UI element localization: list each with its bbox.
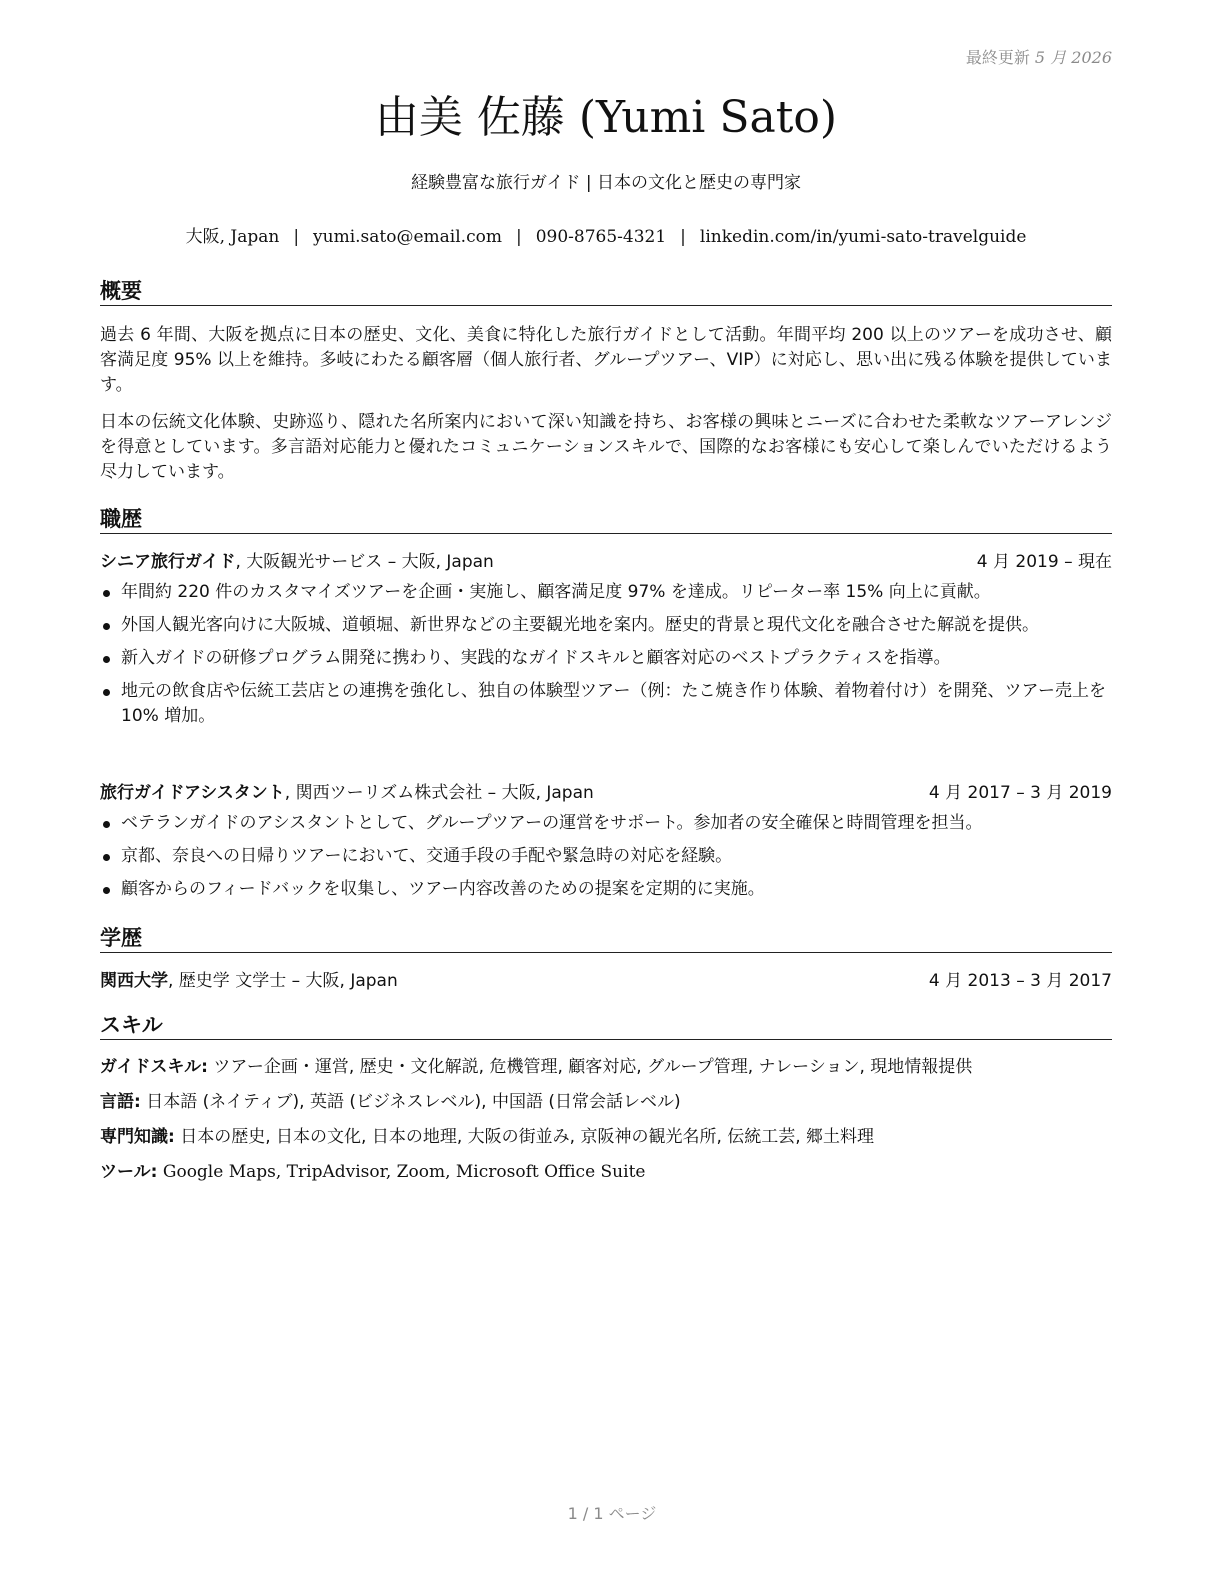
list-item: 京都、奈良への日帰りツアーにおいて、交通手段の手配や緊急時の対応を経験。 <box>100 844 1112 869</box>
section-title-experience: 職歴 <box>100 505 1112 534</box>
list-item: 外国人観光客向けに大阪城、道頓堀、新世界などの主要観光地を案内。歴史的背景と現代文化を融合させた解説を提供。 <box>100 613 1112 638</box>
skill-key: ツール: <box>100 1162 158 1182</box>
skill-value: ツアー企画・運営, 歴史・文化解説, 危機管理, 顧客対応, グループ管理, ナレーション, 現地情報提供 <box>207 1057 973 1077</box>
last-updated-label: 最終更新 <box>965 48 1030 67</box>
last-updated-date: 5 月 2026 <box>1034 48 1112 67</box>
page-indicator: 1 / 1 ページ <box>567 1504 657 1523</box>
skill-row-guide <box>100 1055 1112 1079</box>
tagline: 経験豊富な旅行ガイド | 日本の文化と歴史の専門家 <box>410 173 802 193</box>
job-role: シニア旅行ガイド <box>100 552 236 572</box>
contact-line <box>100 225 1112 249</box>
job-org: , 大阪観光サービス – 大阪, Japan <box>235 552 494 572</box>
summary-paragraph-1: 過去 6 年間、大阪を拠点に日本の歴史、文化、美食に特化した旅行ガイドとして活動。年間平均 200 以上のツアーを成功させ、顧客満足度 95% 以上を維持。多岐にわたる顧客層（個人旅行者、グループツアー、VIP）に対応し、思い出に残る体験を提供しています。 <box>100 325 1112 395</box>
contact-phone: 090-8765-4321 <box>535 227 667 247</box>
section-title-summary: 概要 <box>100 277 1112 306</box>
skill-value: Google Maps, TripAdvisor, Zoom, Microsoft Office Suite <box>157 1162 646 1182</box>
job-role: 旅行ガイドアシスタント <box>100 783 285 803</box>
skill-key: 専門知識: <box>100 1127 175 1147</box>
job-bullets-2 <box>100 811 1112 910</box>
skill-row-tools <box>100 1160 1112 1184</box>
job-bullets-1 <box>100 580 1112 737</box>
list-item: 地元の飲食店や伝統工芸店との連携を強化し、独自の体験型ツアー（例：たこ焼き作り体験、着物着付け）を開発、ツアー売上を 10% 増加。 <box>100 679 1112 729</box>
skill-value: 日本語 (ネイティブ), 英語 (ビジネスレベル), 中国語 (日常会話レベル) <box>140 1092 681 1112</box>
contact-linkedin[interactable]: linkedin.com/in/yumi-sato-travelguide <box>699 227 1027 247</box>
summary-paragraph-2: 日本の伝統文化体験、史跡巡り、隠れた名所案内において深い知識を持ち、お客様の興味とニーズに合わせた柔軟なツアーアレンジを得意としています。多言語対応能力と優れたコミュニケーションスキルで、国際的なお客様にも安心して楽しんでいただけるよう尽力しています。 <box>100 412 1112 482</box>
school-name: 関西大学 <box>100 971 168 991</box>
skill-row-expertise <box>100 1125 1112 1149</box>
list-item: ベテランガイドのアシスタントとして、グループツアーの運営をサポート。参加者の安全確保と時間管理を担当。 <box>100 811 1112 836</box>
degree-detail: , 歴史学 文学士 – 大阪, Japan <box>168 971 398 991</box>
last-updated <box>966 45 1112 68</box>
person-name: 由美 佐藤 (Yumi Sato) <box>374 92 838 143</box>
contact-location: 大阪, Japan <box>185 227 280 247</box>
job-dates: 4 月 2019 – 現在 <box>976 552 1112 572</box>
list-item: 顧客からのフィードバックを収集し、ツアー内容改善のための提案を定期的に実施。 <box>100 877 1112 902</box>
list-item: 新入ガイドの研修プログラム開発に携わり、実践的なガイドスキルと顧客対応のベストプラクティスを指導。 <box>100 646 1112 671</box>
contact-separator: | <box>293 227 300 247</box>
job-dates: 4 月 2017 – 3 月 2019 <box>928 783 1112 803</box>
education-dates: 4 月 2013 – 3 月 2017 <box>928 971 1112 991</box>
skill-row-languages <box>100 1090 1112 1114</box>
skill-key: ガイドスキル: <box>100 1057 208 1077</box>
section-title-skills: スキル <box>100 1011 1112 1040</box>
contact-separator: | <box>515 227 522 247</box>
job-header-1 <box>100 550 1112 574</box>
job-header-2 <box>100 781 1112 805</box>
list-item: 年間約 220 件のカスタマイズツアーを企画・実施し、顧客満足度 97% を達成。リピーター率 15% 向上に貢献。 <box>100 580 1112 605</box>
education-entry <box>100 969 1112 993</box>
contact-email[interactable]: yumi.sato@email.com <box>313 227 502 247</box>
skill-key: 言語: <box>100 1092 141 1112</box>
section-title-education: 学歴 <box>100 924 1112 953</box>
job-org: , 関西ツーリズム株式会社 – 大阪, Japan <box>284 783 594 803</box>
skill-value: 日本の歴史, 日本の文化, 日本の地理, 大阪の街並み, 京阪神の観光名所, 伝統工芸, 郷土料理 <box>174 1127 875 1147</box>
contact-separator: | <box>680 227 686 247</box>
